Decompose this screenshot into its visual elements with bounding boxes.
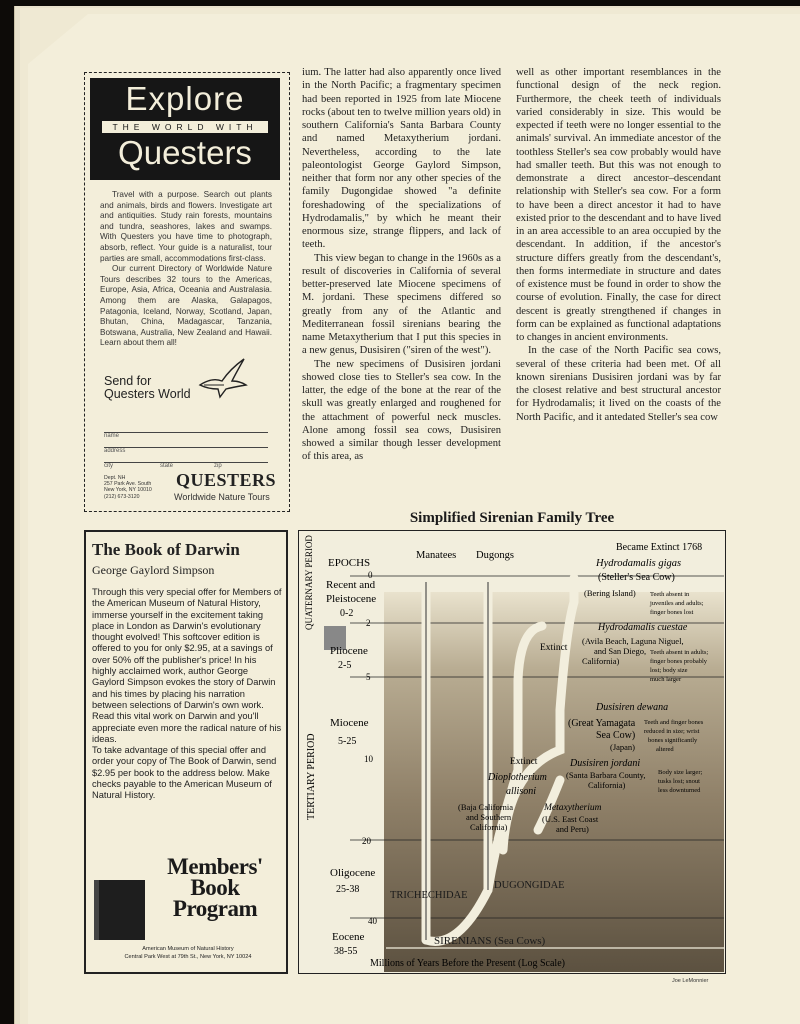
dewana-note-1: Teeth and finger bones [644,719,704,726]
cuestae-loc-2: and San Diego, [594,646,647,656]
dewana-note-2: reduced in size; wrist [644,728,700,735]
extinct-label-lower: Extinct [510,757,538,767]
quaternary-label: QUATERNARY PERIOD [304,535,314,630]
send-line-2: Questers World [104,387,191,401]
dioplo-loc-2: and Southern [466,812,512,822]
questers-paragraph-1: Travel with a purpose. Search out plants and animals, birds and flowers. Investigate art and antiquities. Study rain forests, mountains and tundra, seashores, lakes and swamps. With Questers you have time to photograph, absorb, reflect. Your guide is a naturalist, tour parties are small, accommodations first-class. [100,190,272,263]
article-paragraph: This view began to change in the 1960s as a result of discoveries in California of several better-preserved late Miocene specimens of M. jordani. These specimens differed so greatly from any of the Atlantic and Mediterranean fossil sirenians bearing the name Metaxytherium that I put this species in a new genus, Dusisiren ("siren of the west"). [302,252,501,357]
questers-logo: QUESTERS [176,470,277,490]
book-author: George Gaylord Simpson [92,563,215,577]
cuestae-loc-1: (Avila Beach, Laguna Niguel, [582,636,684,646]
book-title: The Book of Darwin [92,540,240,559]
metaxytherium-name: Metaxytherium [544,803,602,813]
recent-label: Recent and [326,579,376,591]
chart-title: Simplified Sirenian Family Tree [409,510,615,526]
tertiary-label: TERTIARY PERIOD [306,733,317,820]
dewana-note-3: bones significantly [648,737,698,744]
gigas-note-1: Teeth absent in [650,591,690,598]
dewana-loc-1: (Great Yamagata [568,718,636,729]
gigas-name: Hydrodamalis gigas [596,558,682,569]
questers-paragraph-2: Our current Directory of Worldwide Nature Tours describes 32 tours to the Americas, Europe, Asia, Africa, Oceania and Australasia. Among them are Alaska, Galapagos, Patagonia, Iceland, Norway, Scotland, Japan, Bhutan, China, Madagascar, Tanzania, Botswana, Australia, New Zealand and Hawaii. Learn about them all! [100,264,272,348]
book-body [92,587,282,802]
manatees-label: Manatees [416,550,457,561]
metaxy-loc-1: (U.S. East Coast [542,814,599,824]
museum-address-line-1: American Museum of Natural History [142,946,234,952]
article-column-2 [516,66,721,424]
epochs-header: EPOCHS [328,557,371,569]
tick-40: 40 [368,916,377,926]
tick-5: 5 [366,672,371,682]
questers-body [100,190,272,349]
cuestae-loc-3: California) [582,656,620,666]
dept-line-4: (212) 673-3120 [104,493,140,500]
jordani-loc-1: (Santa Barbara County, [566,770,646,780]
eocene-label: Eocene [332,931,365,943]
dioplo-loc-3: California) [470,822,508,832]
tick-0: 0 [368,570,373,580]
explore-strap: THE WORLD WITH [102,121,268,133]
extinct-label-upper: Extinct [540,643,568,653]
eocene-range: 38-55 [334,946,358,957]
article-paragraph: The new specimens of Dusisiren jordani showed close ties to Steller's sea cow. In the latter, the edge of the bone at the rear of the skull was greatly enlarged and roughened for the attachment of powerful neck muscles. Alone among fossil sea cows, Dusisiren showed a similar though lesser development of this area, as [302,358,501,463]
bird-icon [196,355,250,399]
family-tree-diagram [298,530,726,974]
extinct-1768-label: Became Extinct 1768 [616,542,703,553]
dioplotherium-name: Dioplotherium [488,772,547,783]
send-line-1: Send for [104,374,152,388]
explore-headline: Explore [125,80,245,117]
dept-line-1: Dept. NH [104,475,126,481]
dewana-note-4: altered [656,746,674,753]
jordani-note-3: less downturned [658,787,701,794]
members-book-program-logo [150,856,280,919]
bering-label: (Bering Island) [584,588,636,598]
sirenians-label: SIRENIANS (Sea Cows) [434,935,546,947]
gigas-note-2: juveniles and adults; [650,600,704,607]
tick-2: 2 [366,618,371,628]
jordani-loc-2: California) [588,780,626,790]
state-label: state [160,463,174,469]
article-paragraph: ium. The latter had also apparently once lived in the North Pacific; a fragmentary specimen had been reported in 1925 from late Miocene rocks (about ten to twelve million years old) in southern California's Santa Barbara County and named Metaxytherium jordani. Nevertheless, according to the late paleontologist George Gaylord Simpson, neither that form nor any other species of the family Dugongidae showed "a definite foreshadowing of the specializations of Hydrodamalis," by which he meant their enormous size, strange flippers, and lack of teeth. [302,67,501,251]
museum-address-line-2: Central Park West at 79th St., New York, NY 10024 [124,954,252,960]
metaxy-loc-2: and Peru) [556,824,589,834]
zip-label: zip [214,463,222,469]
illustrator-credit: Joe LeMonnier [672,978,709,984]
pleistocene-range: 0-2 [340,608,354,619]
tick-10: 10 [364,754,373,764]
pleistocene-label: Pleistocene [326,593,377,605]
questers-logo-sub: Worldwide Nature Tours [174,492,270,502]
book-paragraph-2: To take advantage of this special offer and order your copy of The Book of Darwin, send $2.95 per book to the address below. Make checks payable to the American Museum of Natural History. [92,745,277,801]
x-axis-label: Millions of Years Before the Present (Log Scale) [370,958,565,969]
trichechidae-label: TRICHECHIDAE [390,890,468,901]
cuestae-note-1: Teeth absent in adults; [650,649,709,656]
oligocene-label: Oligocene [330,867,376,879]
name-field[interactable] [104,432,268,433]
name-label: name [104,433,120,439]
jordani-name: Dusisiren jordani [570,758,641,769]
article-paragraph: well as other important resemblances in the functional design of the neck region. Furthermore, the cheek teeth of individuals varied considerably in size. This would be expected if teeth were no longer essential to the animals' survival. An immediate ancestor of the toothless Steller's sea cow probably would have had smaller teeth. But this was not enough to demonstrate a direct ancestor–descendant relationship with Steller's sea cow. For a form to have been a direct ancestor it had to have existed prior to the descendant and to have lived in an area accessible to an area occupied by the descendant. In addition, if the ancestor's structure differs greatly from the descendant's, then forms intermediate in structure and dates of existence must be found in order to show the course of evolution. Finally, the case for direct descent is greatly strengthened if changes in form can be explained as functional adaptations to changes in ancient environments. [516,67,721,343]
questers-address [104,475,174,500]
address-label: address [104,448,126,454]
cuestae-name: Hydrodamalis cuestae [598,622,688,633]
museum-address [92,945,284,961]
gigas-note-3: finger bones lost [650,609,694,616]
city-state-zip-field[interactable] [104,462,268,463]
dugongidae-label: DUGONGIDAE [494,880,565,891]
dewana-loc-3: (Japan) [610,742,636,752]
explore-banner [90,78,280,180]
dewana-loc-2: Sea Cow) [596,730,636,741]
program-line-3: Program [172,896,258,921]
dept-line-2: 257 Park Ave. South [104,481,152,488]
article-column-1 [302,66,501,464]
program-line-2: Book [190,875,240,900]
cuestae-note-4: much larger [650,676,682,683]
gigas-common: (Steller's Sea Cow) [598,572,675,583]
program-line-1: Members' [167,854,263,879]
address-field[interactable] [104,447,268,448]
pliocene-range: 2-5 [338,660,352,671]
article-paragraph: In the case of the North Pacific sea cows, several of these criteria had been met. Of all known sirenians Dusisiren jordani was by far the closest relative and best structural ancestor for Hydrodamalis; it lived on the coasts of the North Pacific, and it antedated Steller's sea cow [516,345,721,423]
tick-20: 20 [362,836,371,846]
book-paragraph-1: Through this very special offer for Members of the American Museum of Natural History, immerse yourself in the excitement taking place in London as Darwin's evolutionary thought evolved! This softcover edition is offered to you for only $2.95, at a savings of over 50% off the publisher's price! In his highly acclaimed work, author George Gaylord Simpson evokes the story of Darwin and his times by placing his narration between selections of Darwin's own work. Read this vital work on Darwin and you'll appreciate even more the radical nature of his ideas. [92,587,282,744]
city-label: city [104,463,113,469]
cuestae-note-3: lost; body size [650,667,688,674]
dept-line-3: New York, NY 10010 [104,487,152,494]
oligocene-range: 25-38 [336,884,360,895]
dioplo-loc-1: (Baja California [458,802,513,812]
cuestae-note-2: finger bones probably [650,658,708,665]
miocene-label: Miocene [330,717,369,729]
book-cover-image [94,880,145,940]
pliocene-label: Pliocene [330,645,368,657]
dioplotherium-species: allisoni [506,786,537,797]
explore-brand: Questers [118,134,252,171]
jordani-note-1: Body size larger; [658,769,703,776]
miocene-range: 5-25 [338,736,357,747]
jordani-note-2: tusks lost; snout [658,778,700,785]
dewana-name: Dusisiren dewana [596,702,669,713]
dugongs-label: Dugongs [476,550,514,561]
